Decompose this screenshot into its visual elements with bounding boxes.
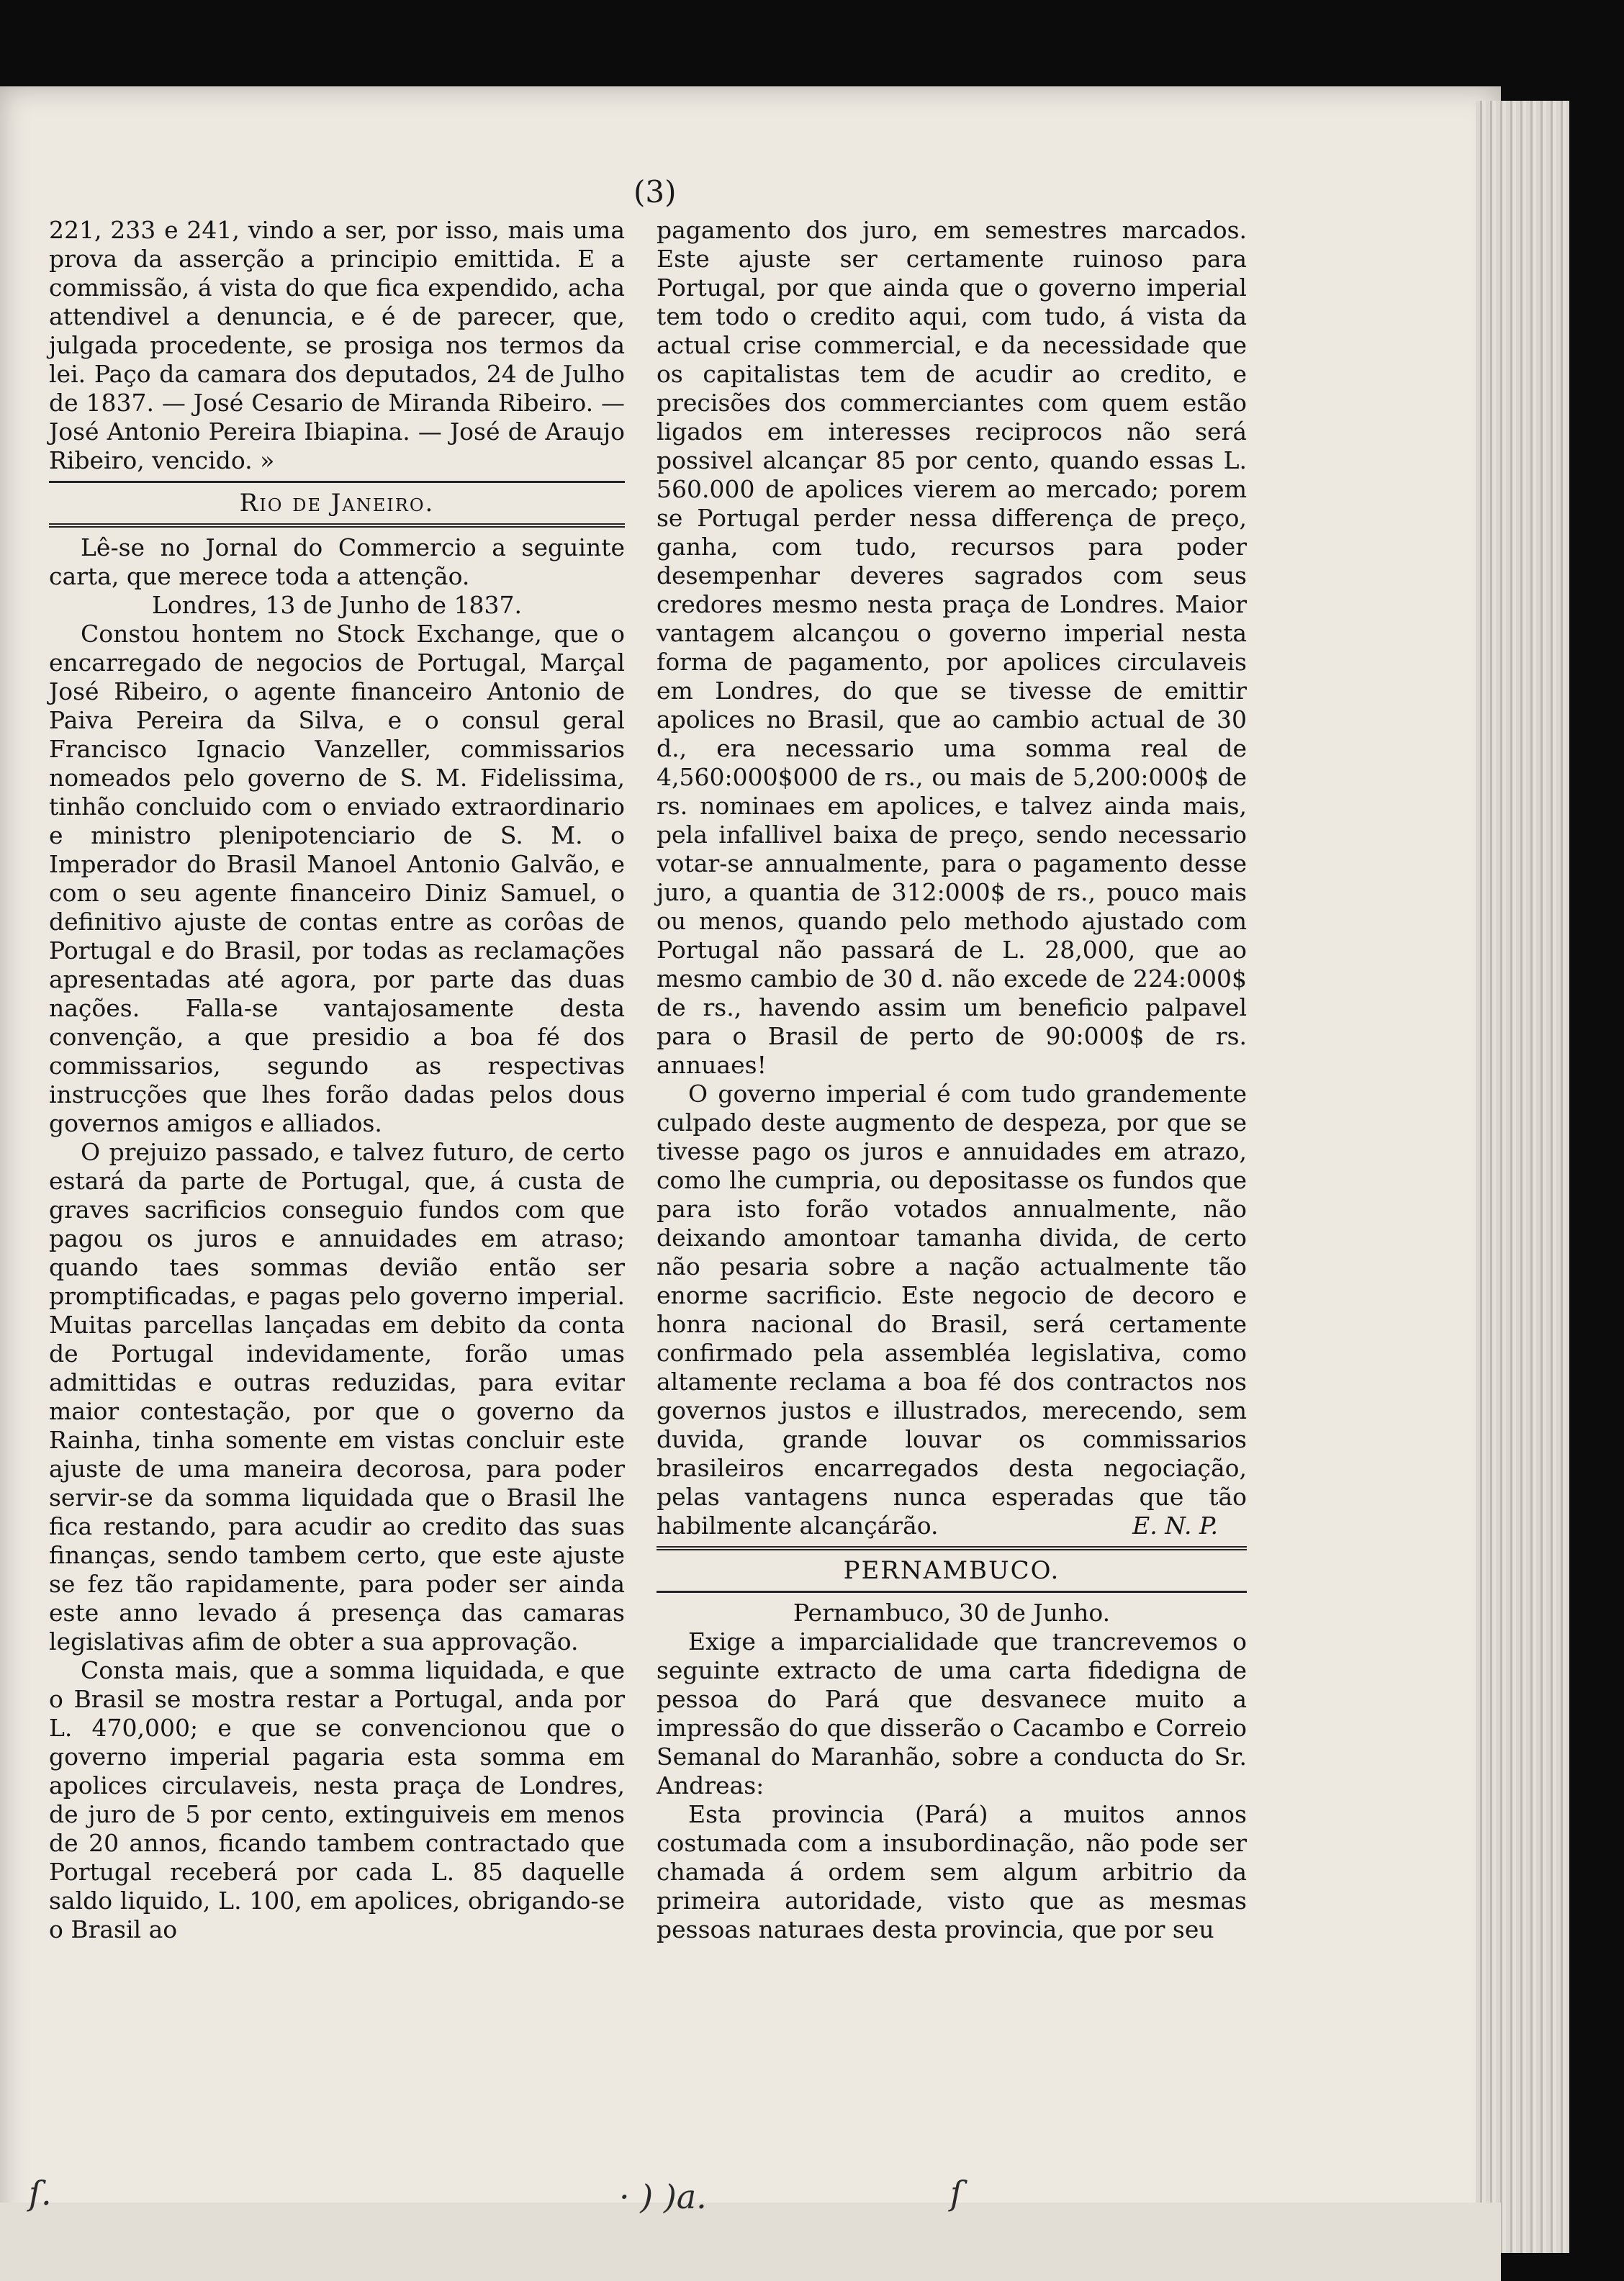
pernambuco-rule-top	[657, 1546, 1247, 1550]
section-rule-bottom	[49, 523, 625, 528]
right-paragraph-2: O governo imperial é com tudo grandemente culpado deste augmento de despeza, por que se tivesse pago os juros e annuidades em atrazo, como lhe cumpria, ou depositasse os fundos que para isto forão votados annualmente, não deixando amontoar tamanha divida, de certo não pesaria sobre a nação actualmente tão enorme sacrificio. Este negocio de decoro e honra nacional do Brasil, será certamente confirmado pela assembléa legislativa, como altamente reclama a boa fé dos contractos nos governos justos e illustrados, merecendo, sem duvida, grande louvar os commissarios brasileiros encarregados desta negociação, pelas vantagens nunca esperadas que tão habilmente alcançárão.	[657, 1080, 1247, 1540]
left-column	[49, 216, 625, 1944]
margin-mark-right: ſ	[950, 2174, 963, 2213]
letter-paragraph-2: O prejuizo passado, e talvez futuro, de certo estará da parte de Portugal, que, á custa de graves sacrificios conseguio fundos com que pagou os juros e annuidades em atraso; quando taes sommas devião então ser promptificadas, e pagas pelo governo imperial. Muitas parcellas lançadas em debito da conta de Portugal indevidamente, forão umas admittidas e outras reduzidas, para evitar maior contestação, por que o governo da Rainha, tinha somente em vistas concluir este ajuste de uma maneira decorosa, para poder servir-se da somma liquidada que o Brasil lhe fica restando, para acudir ao credito das suas finanças, sendo tambem certo, que este ajuste se fez tão rapidamente, para poder ser ainda este anno levado á presença das camaras legislativas afim de obter a sua approvação.	[49, 1138, 625, 1656]
letter-paragraph-1: Constou hontem no Stock Exchange, que o encarregado de negocios de Portugal, Marçal José Ribeiro, o agente financeiro Antonio de Paiva Pereira da Silva, e o consul geral Francisco Ignacio Vanzeller, commissarios nomeados pelo governo de S. M. Fidelissima, tinhão concluido com o enviado extraordinario e ministro plenipotenciario de S. M. o Imperador do Brasil Manoel Antonio Galvão, e com o seu agente financeiro Diniz Samuel, o definitivo ajuste de contas entre as corôas de Portugal e do Brasil, por todas as reclamações apresentadas até agora, por parte das duas nações. Falla-se vantajosamente desta convenção, a que presidio a boa fé dos commissarios, segundo as respectivas instrucções que lhes forão dadas pelos dous governos amigos e alliados.	[49, 620, 625, 1137]
letter-paragraph-3: Consta mais, que a somma liquidada, e que o Brasil se mostra restar a Portugal, anda por L. 470,000; e que se convencionou que o governo imperial pagaria esta somma em apolices circulaveis, nesta praça de Londres, de juro de 5 por cento, extinguiveis em menos de 20 annos, ficando tambem contractado que Portugal receberá por cada L. 85 daquelle saldo liquido, L. 100, em apolices, obrigando-se o Brasil ao	[49, 1656, 625, 1943]
margin-mark-center: · ) )a.	[619, 2177, 707, 2216]
left-top-paragraph: 221, 233 e 241, vindo a ser, por isso, mais uma prova da asserção a principio emittida. E a commissão, á vista do que fica expendido, acha attendivel a denuncia, e é de parecer, que, julgada procedente, se prosiga nos termos da lei. Paço da camara dos deputados, 24 de Julho de 1837. — José Cesario de Miranda Ribeiro. — José Antonio Pereira Ibiapina. — José de Araujo Ribeiro, vencido. »	[49, 216, 625, 474]
dateline-londres: Londres, 13 de Junho de 1837.	[152, 591, 522, 619]
right-paragraph-1: pagamento dos juro, em semestres marcados. Este ajuste ser certamente ruinoso para Portugal, por que ainda que o governo imperial tem todo o credito aqui, com tudo, á vista da actual crise commercial, e da necessidade que os capitalistas tem de acudir ao credito, e precisões dos commerciantes com quem estão ligados em interesses reciprocos não será possivel alcançar 85 por cento, quando essas L. 560.000 de apolices vierem ao mercado; porem se Portugal perder nessa differença de preço, ganha, com tudo, recursos para poder desempenhar deveres sagrados com seus credores mesmo nesta praça de Londres. Maior vantagem alcançou o governo imperial nesta forma de pagamento, por apolices circulaveis em Londres, do que se tivesse de emittir apolices no Brasil, que ao cambio actual de 30 d., era necessario uma somma real de 4,560:000$000 de rs., ou mais de 5,200:000$ de rs. nominaes em apolices, e talvez ainda mais, pela infallivel baixa de preço, sendo necessario votar-se annualmente, para o pagamento desse juro, a quantia de 312:000$ de rs., pouco mais ou menos, quando pelo methodo ajustado com Portugal não passará de L. 28,000, que ao mesmo cambio de 30 d. não excede de 224:000$ de rs., havendo assim um beneficio palpavel para o Brasil de perto de 90:000$ de rs. annuaes!	[657, 216, 1247, 1079]
intro-paragraph: Lê-se no Jornal do Commercio a seguinte carta, que merece toda a attenção.	[49, 533, 625, 590]
section-heading-pernambuco: PERNAMBUCO.	[843, 1556, 1060, 1585]
page-bottom-margin	[0, 2203, 1501, 2281]
page-fore-edge	[1476, 101, 1569, 2253]
margin-mark-left: ſ.	[29, 2174, 52, 2213]
section-rule-top	[49, 481, 625, 483]
page-number: (3)	[633, 174, 677, 209]
right-paragraph-3: Exige a imparcialidade que trancrevemos o seguinte extracto de uma carta fidedigna de pessoa do Pará que desvanece muito a impressão do que disserão o Cacambo e Correio Semanal do Maranhão, sobre a conducta do Sr. Andreas:	[657, 1627, 1247, 1799]
pernambuco-rule-bottom	[657, 1591, 1247, 1593]
signature: E. N. P.	[1132, 1512, 1218, 1540]
right-paragraph-4: Esta provincia (Pará) a muitos annos costumada com a insubordinação, não pode ser chamada á ordem sem algum arbitrio da primeira autoridade, visto que as mesmas pessoas naturaes desta provincia, que por seu	[657, 1800, 1247, 1943]
right-column	[657, 216, 1247, 1944]
section-heading-rio: Rio de Janeiro.	[239, 489, 435, 518]
dateline-pernambuco: Pernambuco, 30 de Junho.	[793, 1599, 1111, 1627]
